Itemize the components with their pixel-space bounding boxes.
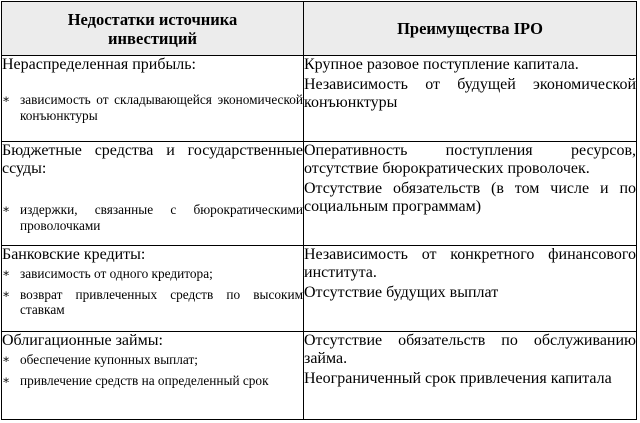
drawbacks-cell <box>2 332 304 420</box>
advantage-item: Независимость от будущей экономической конъюнктуры <box>304 76 636 111</box>
drawback-item: ∗ зависимость от одного кредитора; <box>2 266 213 281</box>
drawbacks-cell <box>2 56 304 142</box>
advantage-item: Отсутствие обязательств (в том числе и по социальным программам) <box>304 180 636 215</box>
bullet-icon: ∗ <box>2 266 11 280</box>
table-row <box>2 56 637 142</box>
advantage-item: Независимость от конкретного финансового института. <box>304 246 636 281</box>
bullet-icon: ∗ <box>2 372 11 387</box>
bullet-icon: ∗ <box>2 92 11 106</box>
source-title: Облигационные займы: <box>2 332 163 349</box>
bullet-icon: ∗ <box>2 202 11 216</box>
source-title: Бюджетные средства и государственные ссуды: <box>2 142 303 177</box>
source-title: Банковские кредиты: <box>2 246 146 263</box>
drawbacks-cell <box>2 142 304 246</box>
advantages-cell <box>304 142 637 246</box>
drawback-item: ∗ привлечение средств на определенный срок <box>2 372 269 388</box>
table-row <box>2 332 637 420</box>
advantage-item: Неограниченный срок привлечения капитала <box>304 370 612 387</box>
right-header: Преимущества IPO <box>304 2 637 56</box>
drawbacks-cell <box>2 246 304 332</box>
bullet-icon: ∗ <box>2 286 11 301</box>
advantages-cell <box>304 56 637 142</box>
drawback-item: ∗ обеспечение купонных выплат; <box>2 352 198 367</box>
advantages-cell <box>304 332 637 420</box>
advantage-item: Крупное разовое поступление капитала. <box>304 56 579 73</box>
left-header: Недостатки источника инвестиций <box>2 2 304 56</box>
header-row <box>2 2 637 56</box>
source-title: Нераспределенная прибыль: <box>2 56 196 73</box>
table-row <box>2 246 637 332</box>
drawback-item: ∗ издержки, связанные с бюрократическими проволочками <box>2 202 303 233</box>
comparison-table <box>1 1 637 420</box>
advantages-cell <box>304 246 637 332</box>
advantage-item: Отсутствие будущих выплат <box>304 284 499 301</box>
table-row <box>2 142 637 246</box>
advantage-item: Оперативность поступления ресурсов, отсутствие бюрократических проволочек. <box>304 142 636 177</box>
drawback-item: ∗ зависимость от складывающейся экономической конъюнктуры <box>2 92 303 123</box>
drawback-item: ∗ возврат привлеченных средств по высоким ставкам <box>2 286 303 317</box>
advantage-item: Отсутствие обязательств по обслуживанию займа. <box>304 332 636 367</box>
bullet-icon: ∗ <box>2 352 11 366</box>
